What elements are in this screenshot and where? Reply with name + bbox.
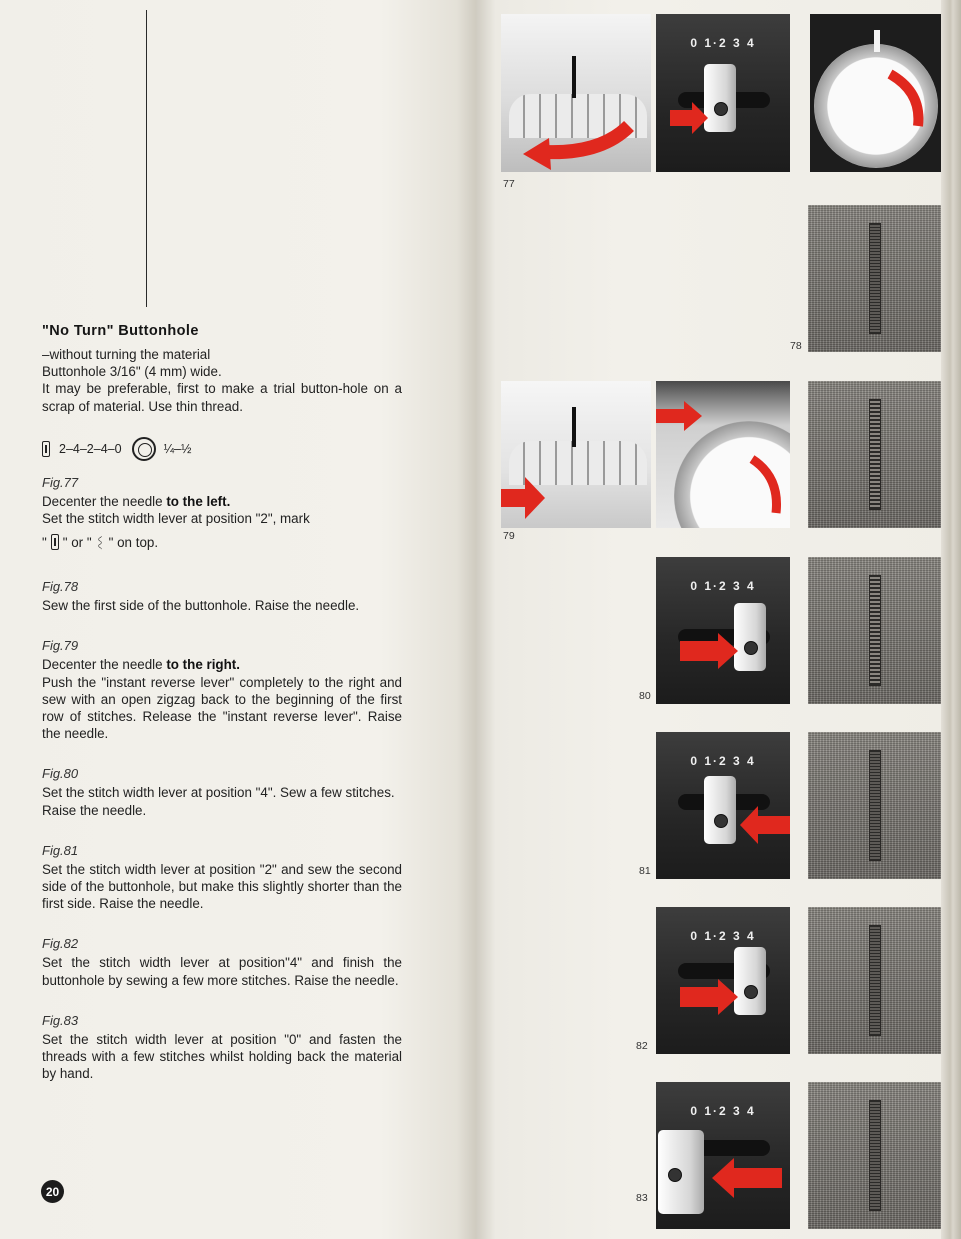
right-arrow-icon-80: [656, 557, 790, 704]
fig-80-text: Set the stitch width lever at position "4". Sew a few stitches. Raise the needle.: [42, 785, 395, 818]
buttonhole-foot-icon: [42, 441, 50, 457]
fig-79-width-knob-photo: [501, 381, 651, 528]
intro-line-1: –without turning the material: [42, 347, 211, 362]
fig-number-81: 81: [639, 865, 651, 877]
fig-82-fabric-photo: [808, 907, 942, 1054]
fig-77-dial-photo: [810, 14, 942, 172]
fig-82-lever-photo: [656, 907, 790, 1054]
arrow-and-marking-icon: [656, 381, 790, 528]
intro-line-2: Buttonhole 3/16" (4 mm) wide.: [42, 364, 222, 380]
fig-78-fabric-photo: [808, 205, 942, 352]
complete-buttonhole-stitch: [869, 1100, 881, 1212]
left-arrow-icon-83: [656, 1082, 790, 1229]
fig-number-79: 79: [503, 530, 515, 542]
instructions-column: [42, 323, 402, 1082]
quote-close: " on top.: [108, 534, 159, 550]
fig-79-lead-line: [42, 656, 402, 673]
fig-81-lever-photo: [656, 732, 790, 879]
fig-79-lead: Decenter the needle: [42, 657, 167, 673]
width-scale-81: 0 1·2 3 4: [690, 754, 756, 768]
fig-number-77: 77: [503, 178, 515, 190]
fig-79-fabric-photo: [808, 381, 942, 528]
stitch-length-value: ¼–½: [163, 441, 192, 456]
dial-red-marking-icon: [810, 14, 942, 172]
fig-77-text-1: [42, 493, 402, 510]
zigzag-stitch-row: [869, 399, 881, 511]
fig-78-label: Fig.78: [42, 579, 79, 595]
width-sequence: 2–4–2–4–0: [59, 441, 122, 456]
fig-78-text: Sew the first side of the buttonhole. Raise the needle.: [42, 598, 360, 614]
width-scale-82: 0 1·2 3 4: [690, 929, 756, 943]
fig-77-width-knob-photo: [501, 14, 651, 172]
fig-79-dial-photo: [656, 381, 790, 528]
curved-arrow-icon: [501, 14, 651, 172]
fig-79-bold: to the right.: [166, 657, 240, 673]
fig-80-fabric-photo: [808, 557, 942, 704]
right-page: [476, 0, 961, 1239]
stitch-length-dial-icon: [132, 437, 156, 461]
right-arrow-icon-82: [656, 907, 790, 1054]
fig-77-text-3: [42, 527, 402, 557]
right-arrow-icon-79: [501, 381, 651, 528]
quote-open: ": [42, 534, 47, 550]
settings-row: [42, 437, 402, 461]
straight-stitch-row: [869, 223, 881, 335]
width-scale-83: 0 1·2 3 4: [690, 1104, 756, 1118]
fig-83-fabric-photo: [808, 1082, 942, 1229]
fig-83-label: Fig.83: [42, 1012, 79, 1028]
fig-83-lever-photo: [656, 1082, 790, 1229]
fig-number-80: 80: [639, 690, 651, 702]
finished-stitch-row: [869, 925, 881, 1037]
left-arrow-icon-81: [656, 732, 790, 879]
fig-79-label: Fig.79: [42, 638, 79, 654]
fig-81-text: Set the stitch width lever at position "2" and sew the second side of the buttonhole, but make this slightly shorter than the first side. Raise the needle.: [42, 861, 402, 912]
fig-80-lever-photo: [656, 557, 790, 704]
right-arrow-icon: [656, 14, 790, 172]
quote-or: " or ": [62, 534, 92, 550]
second-side-stitch-row: [869, 750, 881, 862]
fig-77-lead: Decenter the needle: [42, 493, 167, 509]
left-page: [0, 0, 476, 1239]
fig-81-label: Fig.81: [42, 842, 79, 858]
fig-77-text-2: Set the stitch width lever at position "2", mark: [42, 511, 310, 527]
bar-tack-stitch-row: [869, 575, 881, 687]
section-heading: "No Turn" Buttonhole: [42, 323, 199, 339]
fig-number-83: 83: [636, 1192, 648, 1204]
page-edge: [941, 0, 961, 1239]
zigzag-mark-icon: 〰: [90, 535, 106, 549]
fig-82-label: Fig.82: [42, 936, 79, 952]
fig-number-82: 82: [636, 1040, 648, 1052]
fig-77-lever-photo: [656, 14, 790, 172]
fig-82-text: Set the stitch width lever at position"4" and finish the buttonhole by sewing a few more stitches. Raise the needle.: [42, 955, 402, 988]
width-scale: 0 1·2 3 4: [690, 36, 756, 50]
fig-77-bold: to the left.: [166, 493, 231, 509]
fig-number-78: 78: [790, 340, 802, 352]
page-number-badge: 20: [41, 1180, 64, 1203]
rule-line: [146, 10, 147, 307]
fig-79-text: Push the "instant reverse lever" completely to the right and sew with an open zigzag back to the beginning of the first row of stitches. Release the "instant reverse lever". Raise the needle.: [42, 674, 402, 742]
fig-81-fabric-photo: [808, 732, 942, 879]
fig-83-text: Set the stitch width lever at position "0" and fasten the threads with a few stitches whilst holding back the material by hand.: [42, 1031, 402, 1082]
intro-line-3: It may be preferable, first to make a trial button-hole on a scrap of material. Use thin thread.: [42, 381, 402, 414]
fig-77-label: Fig.77: [42, 474, 79, 490]
fig-80-label: Fig.80: [42, 766, 79, 782]
width-scale-80: 0 1·2 3 4: [690, 579, 756, 593]
buttonhole-mark-icon: [51, 534, 59, 550]
